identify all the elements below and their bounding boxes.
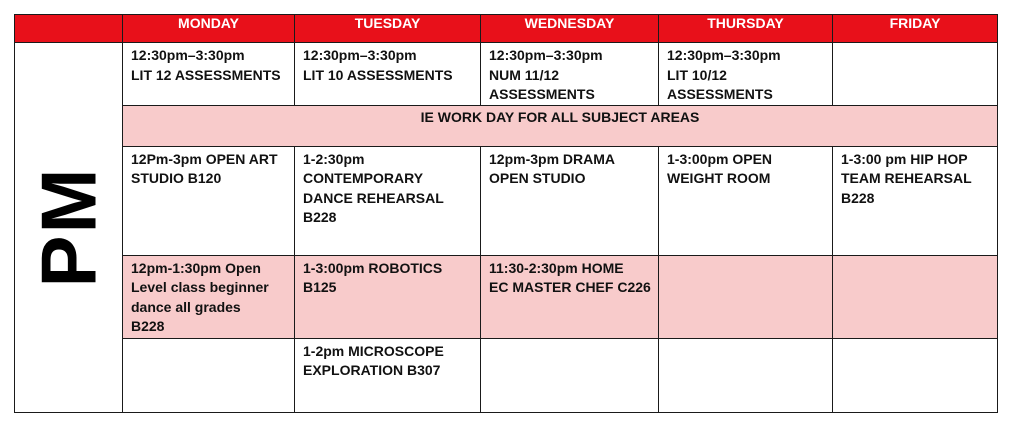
schedule-cell — [481, 43, 659, 106]
schedule-row — [15, 146, 998, 255]
banner-cell — [123, 105, 998, 146]
event-text: 1-3:00pm ROBOTICS B125 — [303, 259, 443, 295]
event-text: 1-2pm MICROSCOPE EXPLORATION B307 — [303, 342, 444, 378]
event-text: 12pm-3pm DRAMA OPEN STUDIO — [489, 150, 616, 186]
event-text: 12:30pm–3:30pm NUM 11/12 ASSESSMENTS — [489, 47, 603, 102]
schedule-cell — [659, 43, 833, 106]
event-text — [659, 256, 832, 259]
schedule-cell — [123, 255, 295, 338]
banner-row — [15, 105, 998, 146]
day-header-friday: FRIDAY — [833, 15, 998, 43]
schedule-cell — [295, 43, 481, 106]
event-text — [833, 43, 997, 46]
schedule-row-highlight — [15, 255, 998, 338]
period-label-cell — [15, 43, 123, 413]
event-text: 1-3:00pm OPEN WEIGHT ROOM — [667, 150, 773, 186]
header-corner — [15, 15, 123, 43]
schedule-cell — [833, 146, 998, 255]
event-text: 12:30pm–3:30pm LIT 12 ASSESSMENTS — [131, 47, 281, 83]
header-row — [15, 15, 998, 43]
event-text — [481, 339, 658, 342]
day-header-tuesday: TUESDAY — [295, 15, 481, 43]
schedule-cell — [659, 146, 833, 255]
banner-text: IE WORK DAY FOR ALL SUBJECT AREAS — [420, 108, 700, 125]
schedule-cell — [295, 338, 481, 412]
schedule-cell — [481, 255, 659, 338]
day-header-thursday: THURSDAY — [659, 15, 833, 43]
schedule-row — [15, 338, 998, 412]
schedule-cell — [659, 338, 833, 412]
schedule-cell — [123, 43, 295, 106]
schedule-cell — [659, 255, 833, 338]
event-text: 12pm-1:30pm Open Level class beginner dance all grades B228 — [131, 259, 269, 334]
event-text: 12Pm-3pm OPEN ART STUDIO B120 — [131, 150, 278, 186]
schedule-cell — [481, 338, 659, 412]
schedule-cell — [295, 146, 481, 255]
event-text — [833, 256, 997, 259]
schedule-cell — [833, 338, 998, 412]
event-text: 11:30-2:30pm HOME EC MASTER CHEF C226 — [489, 259, 651, 295]
event-text: 12:30pm–3:30pm LIT 10 ASSESSMENTS — [303, 47, 453, 83]
schedule-row — [15, 43, 998, 106]
schedule-cell — [123, 338, 295, 412]
event-text — [833, 339, 997, 342]
schedule-cell — [833, 255, 998, 338]
event-text: 1-2:30pm CONTEMPORARY DANCE REHEARSAL B228 — [303, 150, 444, 225]
event-text: 1-3:00 pm HIP HOP TEAM REHEARSAL B228 — [841, 150, 972, 206]
schedule-cell — [123, 146, 295, 255]
period-label: PM — [24, 166, 113, 288]
day-header-monday: MONDAY — [123, 15, 295, 43]
day-header-wednesday: WEDNESDAY — [481, 15, 659, 43]
schedule-cell — [295, 255, 481, 338]
schedule-table — [14, 14, 998, 413]
event-text — [659, 339, 832, 342]
schedule-cell — [833, 43, 998, 106]
event-text — [123, 339, 294, 342]
event-text: 12:30pm–3:30pm LIT 10/12 ASSESSMENTS — [667, 47, 781, 102]
schedule-cell — [481, 146, 659, 255]
